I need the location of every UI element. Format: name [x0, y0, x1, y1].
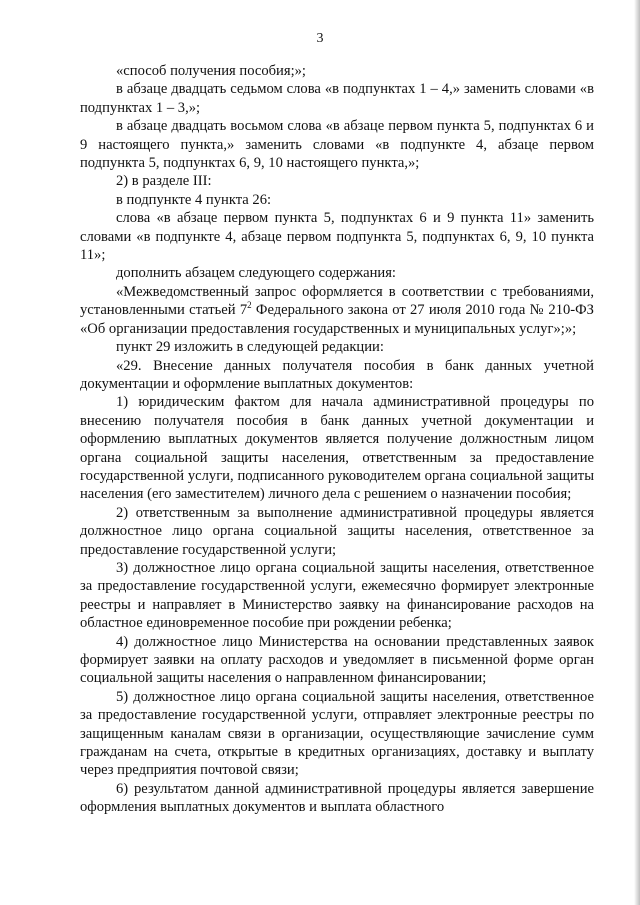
document-body: [80, 62, 594, 817]
paragraph: 4) должностное лицо Министерства на основании представленных заявок формирует заявки на оплату расходов и уведомляет в письменной форме орган социальной защиты населения о направленном финансировании;: [80, 633, 594, 687]
paragraph: 6) результатом данной административной процедуры является завершение оформления выплатных документов и выплата областного: [80, 780, 594, 816]
scan-edge-shadow: [634, 0, 640, 905]
paragraph: дополнить абзацем следующего содержания:: [116, 265, 396, 282]
paragraph: пункт 29 изложить в следующей редакции:: [116, 339, 384, 356]
interagency-request-paragraph: [80, 283, 594, 338]
paragraph: 5) должностное лицо органа социальной защиты населения, ответственное за предоставление государственной услуги, отправляет электронные реестры по защищенным каналам связи в организации, осуществляющие зачисление сумм гражданам на счета, открытые в кредитных организациях, доставку и выплату через предприятия почтовой связи;: [80, 688, 594, 779]
paragraph: в подпункте 4 пункта 26:: [116, 191, 272, 208]
paragraph: 2) в разделе III:: [116, 173, 212, 190]
paragraph: «способ получения пособия;»;: [116, 63, 306, 79]
superscript: 2: [247, 300, 252, 311]
paragraph: в абзаце двадцать восьмом слова «в абзаце первом пункта 5, подпунктах 6 и 9 настоящего пункта,» заменить словами «в подпункте 4, абзаце первом подпункта 5, подпунктах 6, 9, 10 настоящего пункта,»;: [80, 118, 594, 172]
paragraph-text: «Межведомственный запрос оформляется в соответствии с требованиями, установленными статьей 7: [80, 283, 594, 319]
page-number: 3: [316, 31, 324, 46]
paragraph: в абзаце двадцать седьмом слова «в подпунктах 1 – 4,» заменить словами «в подпунктах 1 – 3,»;: [80, 81, 594, 116]
paragraph: 2) ответственным за выполнение административной процедуры является должностное лицо органа социальной защиты населения, ответственное за предоставление государственной услуги;: [80, 504, 594, 558]
paragraph: слова «в абзаце первом пункта 5, подпунктах 6 и 9 пункта 11» заменить словами «в подпункте 4, абзаце первом подпункта 5, подпунктах 6, 9, 10 пункта 11»;: [80, 210, 594, 264]
paragraph: «29. Внесение данных получателя пособия в банк данных учетной документации и оформление выплатных документов:: [80, 357, 594, 392]
paragraph: 1) юридическим фактом для начала административной процедуры по внесению получателя пособия в банк данных учетной документации и оформлению выплатных документов является получение должностным лицом органа социальной защиты населения, ответственным за предоставление государственной услуги, подписанного руководителем органа социальной защиты населения (его заместителем) личного дела с решением о назначении пособия;: [80, 394, 594, 503]
paragraph-text: Федерального закона от 27 июля 2010 года № 210-ФЗ «Об организации предоставления государственных и муниципальных услуг»;»;: [80, 302, 594, 337]
paragraph: 3) должностное лицо органа социальной защиты населения, ответственное за предоставление государственной услуги, ежемесячно формирует электронные реестры и направляет в Министерство заявку на финансирование расходов на областное единовременное пособие при рождении ребенка;: [80, 559, 594, 632]
